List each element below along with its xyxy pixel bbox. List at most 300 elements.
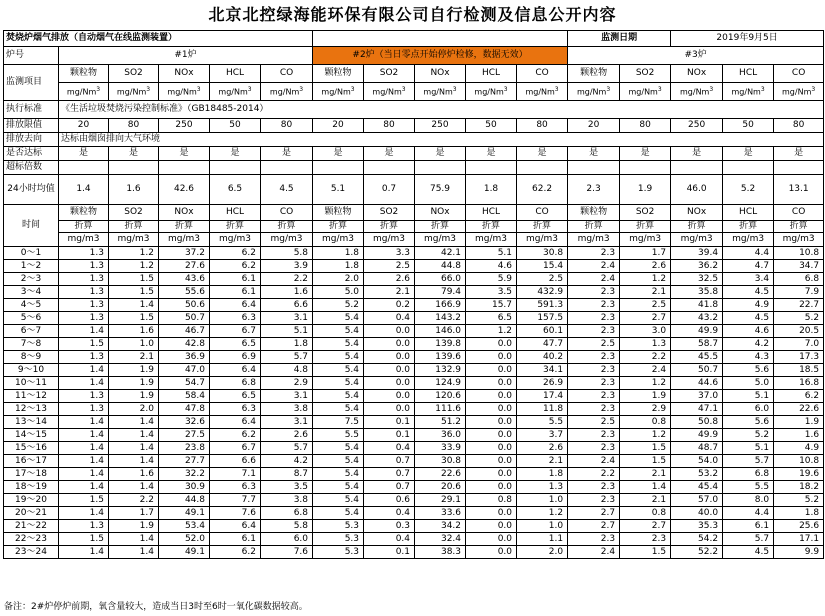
hour-value: 0.8	[620, 507, 671, 520]
exceed-value	[568, 161, 620, 175]
item-unit: mg/Nm	[423, 87, 453, 97]
hour-time: 14～15	[4, 429, 59, 442]
hour-value: 4.4	[723, 247, 774, 260]
hour-value: 34.1	[517, 364, 568, 377]
hour-value: 7.5	[313, 416, 364, 429]
hour-value: 1.6	[774, 429, 824, 442]
item-unit: mg/Nm	[372, 87, 402, 97]
converted-label: 折算	[59, 221, 109, 233]
hour-value: 166.9	[415, 299, 466, 312]
hour-value: 0.0	[466, 455, 517, 468]
hour-value: 1.7	[620, 247, 671, 260]
hour-value: 0.6	[364, 494, 415, 507]
hour-unit: mg/m3	[415, 233, 466, 247]
hour-value: 1.2	[517, 507, 568, 520]
hour-value: 2.7	[568, 507, 620, 520]
hour-unit: mg/m3	[723, 233, 774, 247]
hour-value: 50.7	[671, 364, 723, 377]
hour-value: 50.6	[159, 299, 210, 312]
hour-value: 1.4	[109, 429, 159, 442]
hour-value: 17.3	[774, 351, 824, 364]
limit-value: 80	[620, 119, 671, 133]
hour-value: 1.5	[109, 273, 159, 286]
hour-value: 0.0	[466, 546, 517, 559]
compliance-value: 是	[517, 147, 568, 161]
hour-value: 3.7	[517, 429, 568, 442]
hour-value: 0.8	[620, 416, 671, 429]
hour-value: 2.5	[568, 416, 620, 429]
hour-value: 591.3	[517, 299, 568, 312]
hour-value: 1.6	[261, 286, 313, 299]
avg-value: 75.9	[415, 175, 466, 205]
hour-value: 1.5	[620, 442, 671, 455]
hour-value: 0.3	[364, 520, 415, 533]
hour-time: 19～20	[4, 494, 59, 507]
exceed-value	[517, 161, 568, 175]
unit-superscript: 3	[606, 85, 611, 93]
hour-value: 1.4	[59, 325, 109, 338]
hour-value: 0.4	[364, 312, 415, 325]
hour-value: 6.8	[210, 377, 261, 390]
hour-time: 16～17	[4, 455, 59, 468]
unit-superscript: 3	[657, 85, 662, 93]
hour-value: 2.3	[568, 429, 620, 442]
exceed-value	[671, 161, 723, 175]
hour-value: 2.9	[620, 403, 671, 416]
hour-value: 2.6	[517, 442, 568, 455]
hour-value: 5.1	[261, 325, 313, 338]
hour-value: 22.7	[774, 299, 824, 312]
hour-value: 27.6	[159, 260, 210, 273]
exceed-label: 超标倍数	[4, 161, 59, 175]
unit-superscript: 3	[196, 85, 201, 93]
monitor-item-label: 监测项目	[4, 65, 59, 101]
hour-item-name: CO	[517, 205, 568, 221]
hour-value: 5.4	[313, 351, 364, 364]
hour-value: 1.4	[109, 481, 159, 494]
hour-unit: mg/m3	[774, 233, 824, 247]
hour-value: 5.1	[466, 247, 517, 260]
hour-value: 6.3	[210, 403, 261, 416]
hour-value: 27.5	[159, 429, 210, 442]
hour-value: 1.4	[59, 429, 109, 442]
hour-value: 5.7	[723, 455, 774, 468]
hour-value: 5.5	[517, 416, 568, 429]
hour-value: 47.1	[671, 403, 723, 416]
hour-value: 0.7	[364, 455, 415, 468]
hour-value: 5.7	[261, 442, 313, 455]
hour-value: 22.6	[774, 403, 824, 416]
hour-value: 2.3	[568, 533, 620, 546]
date-label: 监测日期	[568, 31, 671, 47]
item-name: CO	[261, 65, 313, 83]
hour-value: 3.8	[261, 403, 313, 416]
hour-value: 1.4	[59, 455, 109, 468]
hour-value: 1.9	[109, 364, 159, 377]
hour-value: 2.1	[364, 286, 415, 299]
hour-value: 47.8	[159, 403, 210, 416]
hour-value: 1.7	[109, 507, 159, 520]
hour-value: 1.3	[59, 312, 109, 325]
item-unit: mg/Nm	[628, 87, 658, 97]
hour-value: 1.0	[517, 494, 568, 507]
hour-time: 2～3	[4, 273, 59, 286]
hour-item-name: CO	[774, 205, 824, 221]
hour-value: 6.3	[210, 481, 261, 494]
hour-value: 5.4	[313, 494, 364, 507]
hour-value: 1.8	[313, 247, 364, 260]
item-name: NOx	[159, 65, 210, 83]
hour-value: 1.2	[620, 377, 671, 390]
hour-value: 6.2	[210, 260, 261, 273]
item-unit-cell	[723, 83, 774, 101]
converted-label: 折算	[210, 221, 261, 233]
unit-superscript: 3	[760, 85, 765, 93]
hour-value: 30.8	[517, 247, 568, 260]
hour-value: 6.6	[261, 299, 313, 312]
hour-value: 6.1	[210, 533, 261, 546]
hour-value: 35.3	[671, 520, 723, 533]
converted-label: 折算	[313, 221, 364, 233]
converted-label: 折算	[261, 221, 313, 233]
hour-value: 2.0	[313, 273, 364, 286]
hour-value: 25.6	[774, 520, 824, 533]
hour-value: 5.5	[313, 429, 364, 442]
limit-value: 50	[723, 119, 774, 133]
hour-value: 1.4	[59, 546, 109, 559]
hour-value: 0.4	[364, 507, 415, 520]
hour-time: 4～5	[4, 299, 59, 312]
item-name: HCL	[723, 65, 774, 83]
hour-unit: mg/m3	[210, 233, 261, 247]
hour-value: 6.1	[210, 286, 261, 299]
hour-value: 1.9	[109, 377, 159, 390]
hour-item-name: 颗粒物	[59, 205, 109, 221]
item-unit-cell	[313, 83, 364, 101]
hour-value: 40.2	[517, 351, 568, 364]
hour-value: 0.0	[364, 338, 415, 351]
item-unit-cell	[774, 83, 824, 101]
exceed-value	[723, 161, 774, 175]
hour-value: 2.0	[109, 403, 159, 416]
spacer-cell	[313, 31, 568, 47]
unit-superscript: 3	[247, 85, 252, 93]
hour-value: 0.0	[466, 442, 517, 455]
hour-value: 2.4	[568, 546, 620, 559]
compliance-value: 是	[364, 147, 415, 161]
hour-value: 2.1	[517, 455, 568, 468]
hour-value: 37.2	[159, 247, 210, 260]
hour-value: 139.6	[415, 351, 466, 364]
item-unit-cell	[210, 83, 261, 101]
converted-label: 折算	[364, 221, 415, 233]
hour-value: 1.1	[517, 533, 568, 546]
hour-value: 1.4	[109, 416, 159, 429]
hour-value: 2.5	[364, 260, 415, 273]
hour-value: 1.4	[59, 416, 109, 429]
converted-label: 折算	[671, 221, 723, 233]
hour-value: 16.8	[774, 377, 824, 390]
hour-value: 1.5	[620, 546, 671, 559]
hour-value: 1.3	[517, 481, 568, 494]
hour-value: 57.0	[671, 494, 723, 507]
item-unit: mg/Nm	[66, 87, 97, 97]
hour-unit: mg/m3	[109, 233, 159, 247]
item-unit: mg/Nm	[269, 87, 300, 97]
hour-value: 4.5	[723, 286, 774, 299]
hour-unit: mg/m3	[261, 233, 313, 247]
limit-value: 50	[210, 119, 261, 133]
hour-time: 23～24	[4, 546, 59, 559]
hour-value: 2.2	[568, 468, 620, 481]
avg-value: 2.3	[568, 175, 620, 205]
hour-value: 143.2	[415, 312, 466, 325]
hour-value: 2.5	[517, 273, 568, 286]
hour-value: 2.2	[261, 273, 313, 286]
hour-value: 1.5	[109, 312, 159, 325]
hour-time: 5～6	[4, 312, 59, 325]
hour-value: 44.8	[159, 494, 210, 507]
hour-value: 4.2	[723, 338, 774, 351]
hour-value: 0.0	[466, 338, 517, 351]
item-unit: mg/Nm	[218, 87, 248, 97]
hour-value: 37.0	[671, 390, 723, 403]
exceed-value	[466, 161, 517, 175]
hour-value: 22.6	[415, 468, 466, 481]
hour-value: 29.1	[415, 494, 466, 507]
date-value: 2019年9月5日	[671, 31, 824, 47]
hour-value: 66.0	[415, 273, 466, 286]
hour-value: 2.4	[568, 273, 620, 286]
hour-value: 3.3	[364, 247, 415, 260]
item-name: 颗粒物	[568, 65, 620, 83]
hour-value: 0.0	[364, 403, 415, 416]
footnote: 备注：2#炉停炉前期，氧含量较大，造成当日3时至6时一氧化碳数据较高。	[4, 602, 308, 612]
hour-unit: mg/m3	[313, 233, 364, 247]
hour-value: 1.4	[109, 299, 159, 312]
hour-value: 5.2	[774, 312, 824, 325]
hour-value: 5.4	[313, 364, 364, 377]
item-unit-cell	[466, 83, 517, 101]
item-unit-cell	[109, 83, 159, 101]
exceed-value	[159, 161, 210, 175]
hour-value: 6.0	[723, 403, 774, 416]
hour-value: 5.8	[261, 247, 313, 260]
hour-value: 43.6	[159, 273, 210, 286]
hour-item-name: SO2	[364, 205, 415, 221]
compliance-value: 是	[210, 147, 261, 161]
hour-value: 6.1	[723, 520, 774, 533]
hour-value: 2.2	[109, 494, 159, 507]
hour-time: 3～4	[4, 286, 59, 299]
hour-value: 2.3	[568, 403, 620, 416]
hour-value: 6.4	[210, 299, 261, 312]
hour-value: 1.3	[59, 351, 109, 364]
hour-value: 49.1	[159, 507, 210, 520]
item-unit-cell	[364, 83, 415, 101]
hour-value: 36.2	[671, 260, 723, 273]
avg-value: 1.9	[620, 175, 671, 205]
item-name: NOx	[671, 65, 723, 83]
hour-value: 7.1	[210, 468, 261, 481]
avg-value: 46.0	[671, 175, 723, 205]
hour-value: 5.1	[723, 390, 774, 403]
hour-value: 0.0	[364, 390, 415, 403]
compliance-value: 是	[261, 147, 313, 161]
hour-value: 44.8	[415, 260, 466, 273]
hour-value: 8.7	[261, 468, 313, 481]
hour-value: 5.4	[313, 312, 364, 325]
hour-value: 6.2	[210, 429, 261, 442]
hour-value: 4.6	[723, 325, 774, 338]
hour-unit: mg/m3	[364, 233, 415, 247]
item-unit-cell	[620, 83, 671, 101]
item-unit: mg/Nm	[576, 87, 607, 97]
hour-value: 5.3	[313, 546, 364, 559]
avg-value: 1.6	[109, 175, 159, 205]
hour-value: 0.0	[466, 468, 517, 481]
hour-value: 1.9	[620, 390, 671, 403]
hour-value: 1.0	[109, 338, 159, 351]
exceed-value	[109, 161, 159, 175]
hour-value: 1.2	[620, 273, 671, 286]
hour-value: 0.4	[364, 442, 415, 455]
hour-value: 1.6	[109, 468, 159, 481]
hour-item-name: SO2	[109, 205, 159, 221]
hour-value: 2.4	[568, 455, 620, 468]
hour-value: 5.7	[261, 351, 313, 364]
hour-value: 32.5	[671, 273, 723, 286]
hour-value: 4.2	[261, 455, 313, 468]
hour-value: 146.0	[415, 325, 466, 338]
limit-value: 250	[159, 119, 210, 133]
hour-value: 2.1	[109, 351, 159, 364]
hour-value: 111.6	[415, 403, 466, 416]
hour-value: 2.2	[620, 351, 671, 364]
hour-value: 2.4	[568, 260, 620, 273]
unit-superscript: 3	[811, 85, 816, 93]
hour-value: 5.4	[313, 468, 364, 481]
limit-value: 20	[568, 119, 620, 133]
hour-value: 5.8	[261, 520, 313, 533]
item-unit: mg/Nm	[116, 87, 147, 97]
hour-time: 15～16	[4, 442, 59, 455]
hour-value: 2.3	[568, 247, 620, 260]
compliance-value: 是	[159, 147, 210, 161]
hour-value: 5.2	[313, 299, 364, 312]
hour-value: 3.1	[261, 390, 313, 403]
hour-time: 13～14	[4, 416, 59, 429]
hour-value: 5.4	[313, 442, 364, 455]
hour-value: 1.3	[620, 338, 671, 351]
hour-unit: mg/m3	[620, 233, 671, 247]
hour-value: 6.2	[774, 390, 824, 403]
hour-item-name: CO	[261, 205, 313, 221]
hour-time: 12～13	[4, 403, 59, 416]
item-name: SO2	[109, 65, 159, 83]
hour-value: 1.5	[59, 338, 109, 351]
hour-value: 5.2	[723, 429, 774, 442]
hour-value: 0.0	[364, 351, 415, 364]
hour-value: 6.0	[261, 533, 313, 546]
hour-value: 2.7	[620, 520, 671, 533]
hour-value: 0.0	[466, 429, 517, 442]
hour-value: 6.5	[466, 312, 517, 325]
hour-value: 120.6	[415, 390, 466, 403]
hour-value: 32.6	[159, 416, 210, 429]
unit-superscript: 3	[350, 85, 355, 93]
hour-time: 8～9	[4, 351, 59, 364]
hour-value: 20.5	[774, 325, 824, 338]
hour-value: 18.5	[774, 364, 824, 377]
item-unit: mg/Nm	[782, 87, 812, 97]
compliance-value: 是	[109, 147, 159, 161]
hour-value: 49.1	[159, 546, 210, 559]
limit-value: 20	[313, 119, 364, 133]
hour-unit: mg/m3	[159, 233, 210, 247]
hour-time: 18～19	[4, 481, 59, 494]
report-title: 北京北控绿海能环保有限公司自行检测及信息公开内容	[208, 5, 617, 24]
hour-value: 41.8	[671, 299, 723, 312]
hour-value: 1.3	[59, 390, 109, 403]
time-label: 时间	[4, 205, 59, 247]
hour-value: 3.4	[723, 273, 774, 286]
hour-value: 2.3	[568, 286, 620, 299]
unit-superscript: 3	[401, 85, 406, 93]
hour-item-name: SO2	[620, 205, 671, 221]
limit-value: 50	[466, 119, 517, 133]
limit-value: 80	[517, 119, 568, 133]
furnace-label: 炉号	[4, 47, 59, 65]
unit-superscript: 3	[503, 85, 508, 93]
compliance-value: 是	[59, 147, 109, 161]
avg-value: 1.8	[466, 175, 517, 205]
hour-time: 21～22	[4, 520, 59, 533]
item-name: CO	[774, 65, 824, 83]
hour-value: 6.7	[210, 325, 261, 338]
converted-label: 折算	[415, 221, 466, 233]
hour-value: 0.0	[466, 377, 517, 390]
hour-value: 46.7	[159, 325, 210, 338]
hour-value: 1.4	[620, 481, 671, 494]
hour-value: 5.4	[313, 390, 364, 403]
item-unit-cell	[159, 83, 210, 101]
hour-value: 1.4	[59, 377, 109, 390]
hour-value: 33.6	[415, 507, 466, 520]
hour-value: 0.0	[466, 520, 517, 533]
hour-value: 26.9	[517, 377, 568, 390]
hour-value: 47.7	[517, 338, 568, 351]
hour-value: 2.5	[620, 299, 671, 312]
hour-value: 58.7	[671, 338, 723, 351]
hour-value: 157.5	[517, 312, 568, 325]
hour-value: 32.4	[415, 533, 466, 546]
unit-superscript: 3	[96, 85, 101, 93]
hour-value: 4.5	[723, 546, 774, 559]
hour-value: 54.7	[159, 377, 210, 390]
hour-value: 17.1	[774, 533, 824, 546]
hour-item-name: 颗粒物	[313, 205, 364, 221]
avg-value: 42.6	[159, 175, 210, 205]
hour-value: 43.2	[671, 312, 723, 325]
limit-value: 250	[415, 119, 466, 133]
hour-value: 50.7	[159, 312, 210, 325]
hour-value: 1.4	[59, 481, 109, 494]
hour-value: 2.3	[568, 442, 620, 455]
exceed-value	[261, 161, 313, 175]
item-name: SO2	[364, 65, 415, 83]
hour-value: 1.4	[59, 364, 109, 377]
